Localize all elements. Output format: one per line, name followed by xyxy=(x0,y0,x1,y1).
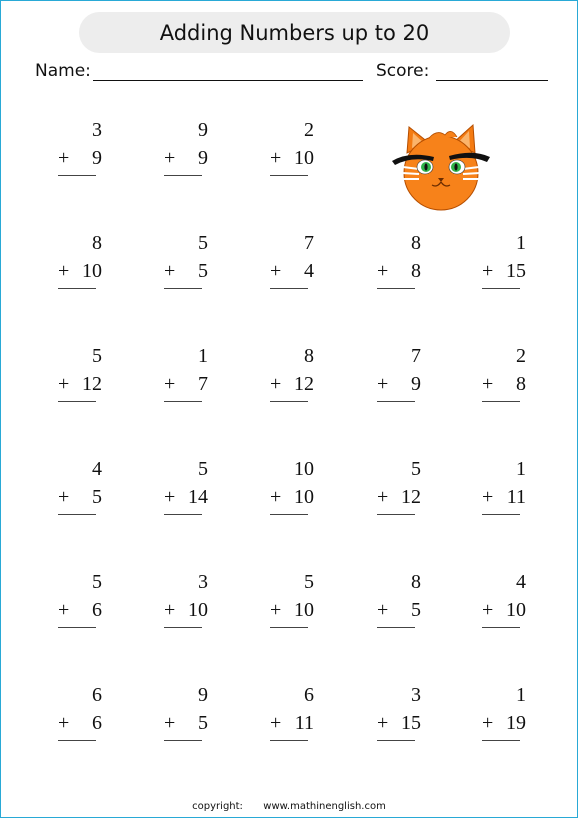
plus-sign: + xyxy=(58,147,70,169)
addition-problem xyxy=(160,458,216,520)
answer-line[interactable] xyxy=(482,627,520,628)
addend-bottom: 10 xyxy=(294,147,314,169)
addend-bottom: 7 xyxy=(198,373,208,395)
plus-sign: + xyxy=(58,599,70,621)
addend-top: 8 xyxy=(411,232,421,254)
plus-sign: + xyxy=(482,712,494,734)
answer-line[interactable] xyxy=(270,740,308,741)
addend-top: 1 xyxy=(198,345,208,367)
addend-bottom: 11 xyxy=(506,486,526,508)
addend-bottom: 8 xyxy=(516,373,526,395)
addend-top: 1 xyxy=(516,684,526,706)
addition-problem xyxy=(266,119,322,181)
addend-top: 5 xyxy=(92,345,102,367)
addend-bottom: 5 xyxy=(198,712,208,734)
plus-sign: + xyxy=(58,260,70,282)
answer-line[interactable] xyxy=(164,740,202,741)
addend-top: 9 xyxy=(198,119,208,141)
addition-problem xyxy=(54,571,110,633)
answer-line[interactable] xyxy=(164,401,202,402)
answer-line[interactable] xyxy=(58,401,96,402)
plus-sign: + xyxy=(270,486,282,508)
answer-line[interactable] xyxy=(377,401,415,402)
plus-sign: + xyxy=(270,147,282,169)
addend-top: 6 xyxy=(92,684,102,706)
answer-line[interactable] xyxy=(377,514,415,515)
plus-sign: + xyxy=(377,373,389,395)
answer-line[interactable] xyxy=(164,288,202,289)
addition-problem xyxy=(160,345,216,407)
addition-problem xyxy=(478,345,534,407)
addition-problem xyxy=(478,684,534,746)
addition-problem xyxy=(373,684,429,746)
addition-problem xyxy=(266,458,322,520)
addition-problem xyxy=(373,571,429,633)
addend-bottom: 6 xyxy=(92,599,102,621)
plus-sign: + xyxy=(270,373,282,395)
addend-bottom: 15 xyxy=(506,260,526,282)
addend-top: 3 xyxy=(198,571,208,593)
addend-top: 1 xyxy=(516,232,526,254)
plus-sign: + xyxy=(164,373,176,395)
answer-line[interactable] xyxy=(58,627,96,628)
plus-sign: + xyxy=(164,599,176,621)
addend-top: 3 xyxy=(411,684,421,706)
answer-line[interactable] xyxy=(377,740,415,741)
addend-bottom: 9 xyxy=(92,147,102,169)
addend-bottom: 12 xyxy=(294,373,314,395)
addend-top: 6 xyxy=(304,684,314,706)
addition-problem xyxy=(373,232,429,294)
addend-bottom: 5 xyxy=(411,599,421,621)
plus-sign: + xyxy=(377,260,389,282)
addition-problem xyxy=(54,684,110,746)
addend-bottom: 10 xyxy=(294,486,314,508)
addition-problem xyxy=(266,232,322,294)
addend-top: 5 xyxy=(411,458,421,480)
plus-sign: + xyxy=(164,486,176,508)
addition-problem xyxy=(160,119,216,181)
plus-sign: + xyxy=(377,599,389,621)
addend-top: 1 xyxy=(516,458,526,480)
answer-line[interactable] xyxy=(482,740,520,741)
addend-top: 8 xyxy=(411,571,421,593)
answer-line[interactable] xyxy=(482,514,520,515)
answer-line[interactable] xyxy=(58,175,96,176)
addend-bottom: 12 xyxy=(82,373,102,395)
addend-bottom: 8 xyxy=(411,260,421,282)
addition-problem xyxy=(478,232,534,294)
plus-sign: + xyxy=(482,260,494,282)
addend-bottom: 14 xyxy=(188,486,208,508)
answer-line[interactable] xyxy=(270,627,308,628)
addend-bottom: 10 xyxy=(506,599,526,621)
plus-sign: + xyxy=(58,486,70,508)
answer-line[interactable] xyxy=(270,288,308,289)
plus-sign: + xyxy=(164,712,176,734)
addend-top: 7 xyxy=(304,232,314,254)
addition-problem xyxy=(54,119,110,181)
addend-top: 5 xyxy=(198,458,208,480)
student-info-row xyxy=(1,61,577,85)
addition-problem xyxy=(266,571,322,633)
name-answer-line[interactable] xyxy=(93,80,363,81)
answer-line[interactable] xyxy=(377,627,415,628)
addend-top: 3 xyxy=(92,119,102,141)
answer-line[interactable] xyxy=(482,401,520,402)
title-banner xyxy=(79,12,510,53)
answer-line[interactable] xyxy=(164,514,202,515)
plus-sign: + xyxy=(482,599,494,621)
plus-sign: + xyxy=(270,712,282,734)
addition-problem xyxy=(54,458,110,520)
addend-top: 10 xyxy=(294,458,314,480)
addend-bottom: 9 xyxy=(198,147,208,169)
addend-top: 7 xyxy=(411,345,421,367)
plus-sign: + xyxy=(58,373,70,395)
addition-problem xyxy=(266,345,322,407)
plus-sign: + xyxy=(270,599,282,621)
addend-bottom: 10 xyxy=(294,599,314,621)
addition-problem xyxy=(478,458,534,520)
addition-problem xyxy=(373,458,429,520)
addend-bottom: 12 xyxy=(401,486,421,508)
addend-bottom: 5 xyxy=(198,260,208,282)
addition-problem xyxy=(478,571,534,633)
addend-bottom: 6 xyxy=(92,712,102,734)
plus-sign: + xyxy=(270,260,282,282)
score-answer-line[interactable] xyxy=(436,80,548,81)
addition-problem xyxy=(373,345,429,407)
addend-bottom: 15 xyxy=(401,712,421,734)
plus-sign: + xyxy=(377,712,389,734)
plus-sign: + xyxy=(482,373,494,395)
addition-problem xyxy=(54,232,110,294)
copyright-label: copyright: xyxy=(192,801,243,812)
answer-line[interactable] xyxy=(58,288,96,289)
answer-line[interactable] xyxy=(58,740,96,741)
plus-sign: + xyxy=(482,486,494,508)
addend-bottom: 11 xyxy=(294,712,314,734)
plus-sign: + xyxy=(377,486,389,508)
addend-bottom: 10 xyxy=(82,260,102,282)
addend-bottom: 10 xyxy=(188,599,208,621)
website-link[interactable]: www.mathinenglish.com xyxy=(263,801,386,812)
page-title: Adding Numbers up to 20 xyxy=(159,20,430,45)
addition-problem xyxy=(160,232,216,294)
addend-top: 8 xyxy=(92,232,102,254)
addend-top: 5 xyxy=(198,232,208,254)
addition-problem xyxy=(160,571,216,633)
answer-line[interactable] xyxy=(482,288,520,289)
answer-line[interactable] xyxy=(58,514,96,515)
addition-problem xyxy=(54,345,110,407)
addend-bottom: 5 xyxy=(92,486,102,508)
answer-line[interactable] xyxy=(270,401,308,402)
addend-top: 4 xyxy=(92,458,102,480)
addend-top: 5 xyxy=(304,571,314,593)
addend-top: 2 xyxy=(516,345,526,367)
addend-bottom: 9 xyxy=(411,373,421,395)
addend-top: 2 xyxy=(304,119,314,141)
name-label: Name: xyxy=(35,61,91,81)
plus-sign: + xyxy=(58,712,70,734)
answer-line[interactable] xyxy=(164,627,202,628)
addend-top: 8 xyxy=(304,345,314,367)
addition-problem xyxy=(266,684,322,746)
answer-line[interactable] xyxy=(270,175,308,176)
footer xyxy=(1,801,577,812)
answer-line[interactable] xyxy=(377,288,415,289)
addend-top: 9 xyxy=(198,684,208,706)
addend-bottom: 4 xyxy=(304,260,314,282)
answer-line[interactable] xyxy=(164,175,202,176)
plus-sign: + xyxy=(164,260,176,282)
score-label: Score: xyxy=(376,61,430,81)
addend-top: 5 xyxy=(92,571,102,593)
plus-sign: + xyxy=(164,147,176,169)
cat-face-icon xyxy=(389,123,493,211)
addend-bottom: 19 xyxy=(506,712,526,734)
addend-top: 4 xyxy=(516,571,526,593)
addition-problem xyxy=(160,684,216,746)
answer-line[interactable] xyxy=(270,514,308,515)
